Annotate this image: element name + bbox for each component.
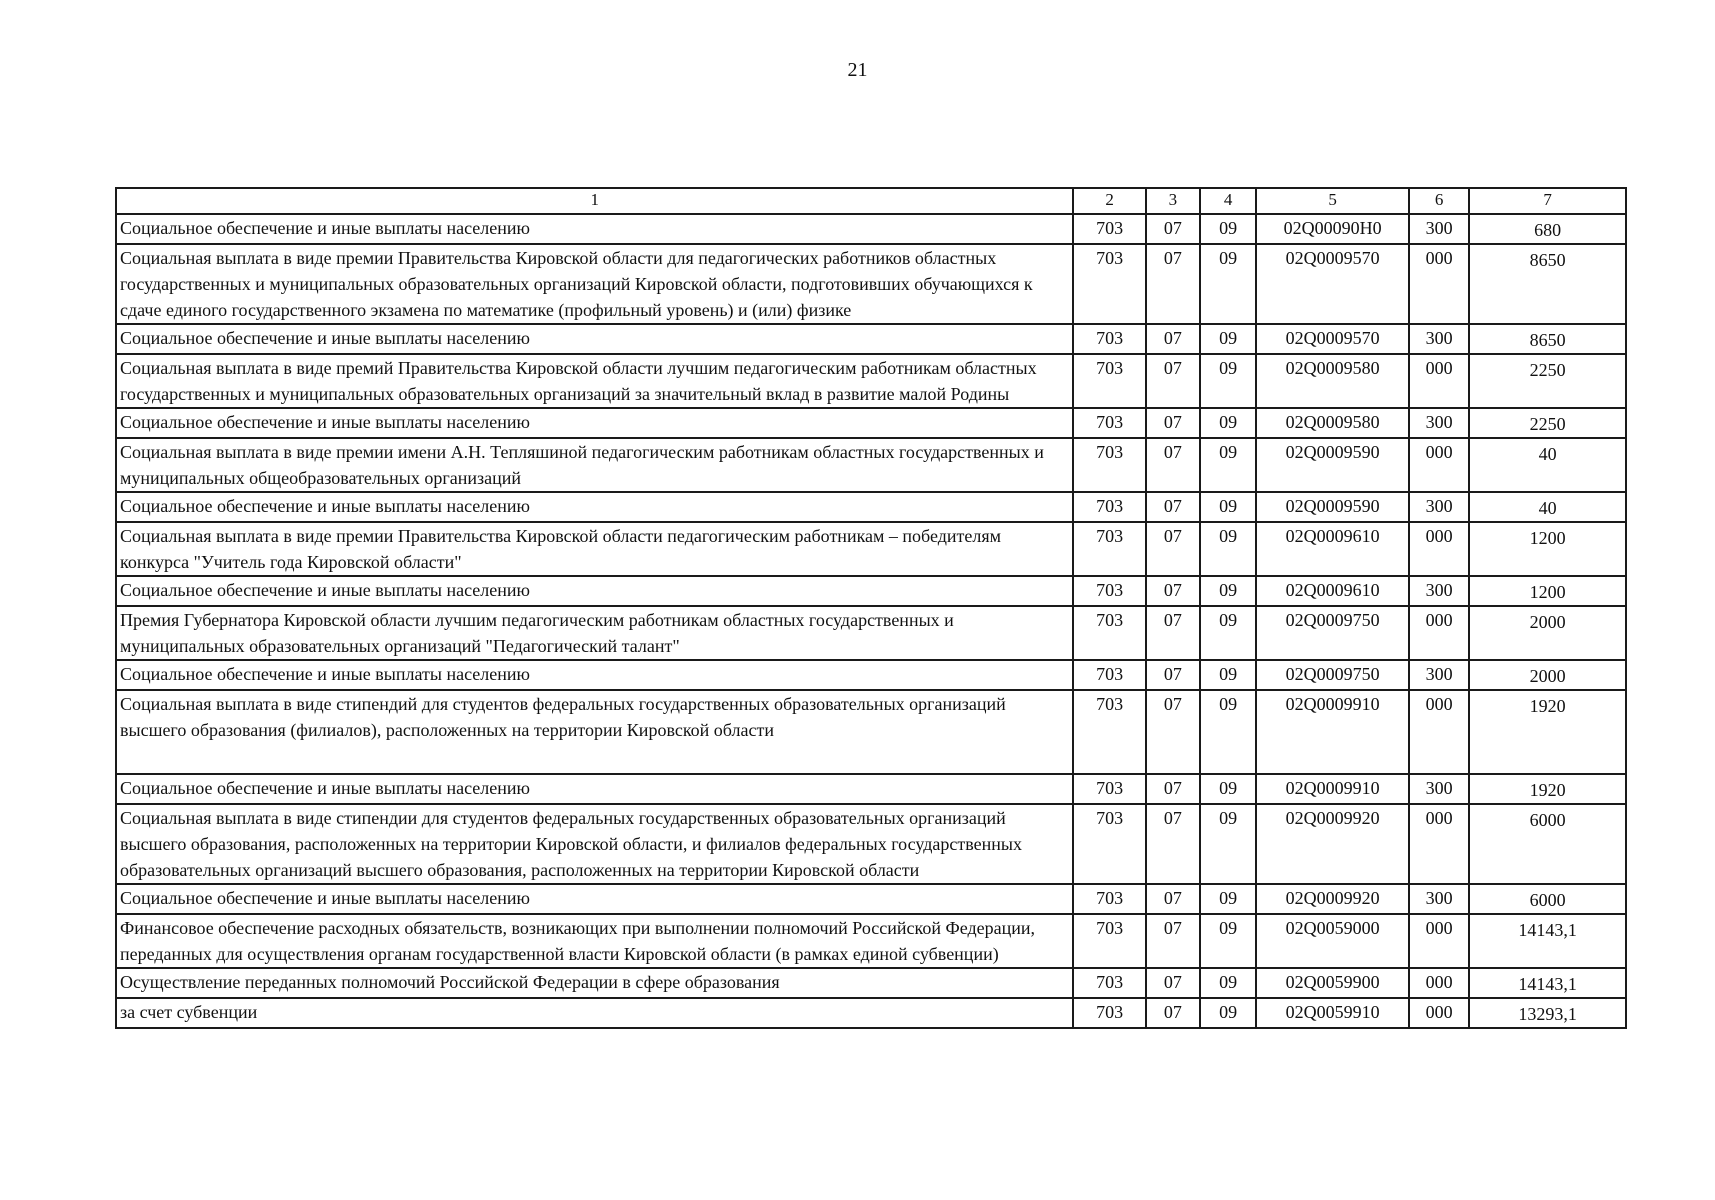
row-col4-cell: 09 [1200, 884, 1256, 914]
row-col2-cell: 703 [1073, 998, 1145, 1028]
row-col5-cell: 02Q0009750 [1256, 660, 1409, 690]
header-cell-6: 6 [1409, 188, 1469, 214]
header-cell-5: 5 [1256, 188, 1409, 214]
row-name-cell: Социальное обеспечение и иные выплаты населению [116, 774, 1073, 804]
row-col4-cell: 09 [1200, 606, 1256, 660]
row-col5-cell: 02Q0009590 [1256, 438, 1409, 492]
table-row [116, 606, 1626, 660]
row-col4-cell: 09 [1200, 804, 1256, 884]
row-col2-cell: 703 [1073, 774, 1145, 804]
row-col7-cell: 8650 [1469, 244, 1626, 324]
row-col5-cell: 02Q0009920 [1256, 884, 1409, 914]
row-col7-cell: 8650 [1469, 324, 1626, 354]
row-col4-cell: 09 [1200, 438, 1256, 492]
row-col4-cell: 09 [1200, 690, 1256, 774]
row-col5-cell: 02Q0059000 [1256, 914, 1409, 968]
row-col3-cell: 07 [1146, 774, 1200, 804]
row-col4-cell: 09 [1200, 324, 1256, 354]
table-row [116, 522, 1626, 576]
row-col5-cell: 02Q0009610 [1256, 576, 1409, 606]
row-col5-cell: 02Q00090H0 [1256, 214, 1409, 244]
row-name-cell: Финансовое обеспечение расходных обязательств, возникающих при выполнении полномочий Российской Федерации, переданных для осуществления органам государственной власти Кировской области (в рамках единой субвенции) [116, 914, 1073, 968]
table-row [116, 998, 1626, 1028]
row-col5-cell: 02Q0009590 [1256, 492, 1409, 522]
row-col2-cell: 703 [1073, 324, 1145, 354]
row-col7-cell: 1200 [1469, 576, 1626, 606]
row-col6-cell: 000 [1409, 804, 1469, 884]
row-col3-cell: 07 [1146, 214, 1200, 244]
row-col6-cell: 300 [1409, 660, 1469, 690]
row-col5-cell: 02Q0009920 [1256, 804, 1409, 884]
row-col3-cell: 07 [1146, 968, 1200, 998]
row-col4-cell: 09 [1200, 914, 1256, 968]
row-col5-cell: 02Q0009910 [1256, 690, 1409, 774]
row-col2-cell: 703 [1073, 408, 1145, 438]
row-col7-cell: 40 [1469, 438, 1626, 492]
table-row [116, 804, 1626, 884]
table-row [116, 914, 1626, 968]
row-col3-cell: 07 [1146, 324, 1200, 354]
table-row [116, 438, 1626, 492]
row-col4-cell: 09 [1200, 214, 1256, 244]
row-col3-cell: 07 [1146, 492, 1200, 522]
row-col7-cell: 2000 [1469, 606, 1626, 660]
row-col6-cell: 300 [1409, 324, 1469, 354]
row-col3-cell: 07 [1146, 660, 1200, 690]
row-col4-cell: 09 [1200, 408, 1256, 438]
budget-table [115, 187, 1627, 1029]
row-name-cell: Социальное обеспечение и иные выплаты населению [116, 576, 1073, 606]
row-col3-cell: 07 [1146, 408, 1200, 438]
page-number: 21 [847, 59, 868, 81]
table-row [116, 408, 1626, 438]
row-col4-cell: 09 [1200, 998, 1256, 1028]
row-col4-cell: 09 [1200, 522, 1256, 576]
row-col6-cell: 000 [1409, 522, 1469, 576]
row-col3-cell: 07 [1146, 522, 1200, 576]
table-row [116, 576, 1626, 606]
table-row [116, 884, 1626, 914]
header-cell-2: 2 [1073, 188, 1145, 214]
table-row [116, 690, 1626, 774]
row-col6-cell: 300 [1409, 408, 1469, 438]
table-row [116, 214, 1626, 244]
row-col7-cell: 1920 [1469, 690, 1626, 774]
row-col2-cell: 703 [1073, 354, 1145, 408]
row-col2-cell: 703 [1073, 968, 1145, 998]
row-col7-cell: 2250 [1469, 408, 1626, 438]
row-col5-cell: 02Q0009910 [1256, 774, 1409, 804]
table-row [116, 244, 1626, 324]
row-col3-cell: 07 [1146, 606, 1200, 660]
row-col4-cell: 09 [1200, 354, 1256, 408]
row-col7-cell: 6000 [1469, 804, 1626, 884]
row-col6-cell: 000 [1409, 438, 1469, 492]
row-name-cell: Социальное обеспечение и иные выплаты населению [116, 408, 1073, 438]
header-cell-4: 4 [1200, 188, 1256, 214]
row-col4-cell: 09 [1200, 492, 1256, 522]
header-cell-3: 3 [1146, 188, 1200, 214]
row-col2-cell: 703 [1073, 804, 1145, 884]
row-col3-cell: 07 [1146, 998, 1200, 1028]
row-col6-cell: 000 [1409, 998, 1469, 1028]
row-col6-cell: 000 [1409, 914, 1469, 968]
row-col6-cell: 300 [1409, 884, 1469, 914]
row-col7-cell: 1920 [1469, 774, 1626, 804]
row-col4-cell: 09 [1200, 968, 1256, 998]
row-col2-cell: 703 [1073, 244, 1145, 324]
row-name-cell: Социальная выплата в виде стипендии для студентов федеральных государственных образовательных организаций высшего образования, расположенных на территории Кировской области, и филиалов федеральных государственных образовательных организаций высшего образования, расположенных на территории Кировской области [116, 804, 1073, 884]
row-col2-cell: 703 [1073, 492, 1145, 522]
row-col3-cell: 07 [1146, 244, 1200, 324]
row-col6-cell: 300 [1409, 214, 1469, 244]
row-col7-cell: 6000 [1469, 884, 1626, 914]
row-name-cell: Социальная выплата в виде премии Правительства Кировской области педагогическим работникам – победителям конкурса "Учитель года Кировской области" [116, 522, 1073, 576]
row-col7-cell: 2000 [1469, 660, 1626, 690]
row-col6-cell: 000 [1409, 606, 1469, 660]
row-col7-cell: 40 [1469, 492, 1626, 522]
row-col4-cell: 09 [1200, 660, 1256, 690]
row-col6-cell: 300 [1409, 576, 1469, 606]
row-col5-cell: 02Q0009570 [1256, 324, 1409, 354]
row-col7-cell: 13293,1 [1469, 998, 1626, 1028]
row-col3-cell: 07 [1146, 576, 1200, 606]
table-row [116, 968, 1626, 998]
row-col5-cell: 02Q0009610 [1256, 522, 1409, 576]
row-col2-cell: 703 [1073, 884, 1145, 914]
table-row [116, 660, 1626, 690]
row-col6-cell: 000 [1409, 968, 1469, 998]
row-col4-cell: 09 [1200, 774, 1256, 804]
row-col4-cell: 09 [1200, 576, 1256, 606]
table-row [116, 354, 1626, 408]
row-col7-cell: 1200 [1469, 522, 1626, 576]
row-col4-cell: 09 [1200, 244, 1256, 324]
row-name-cell: Социальное обеспечение и иные выплаты населению [116, 214, 1073, 244]
row-col2-cell: 703 [1073, 522, 1145, 576]
row-name-cell: Премия Губернатора Кировской области лучшим педагогическим работникам областных государственных и муниципальных образовательных организаций "Педагогический талант" [116, 606, 1073, 660]
row-col6-cell: 300 [1409, 492, 1469, 522]
row-name-cell: Социальная выплата в виде премии имени А.Н. Тепляшиной педагогическим работникам областных государственных и муниципальных общеобразовательных организаций [116, 438, 1073, 492]
header-cell-7: 7 [1469, 188, 1626, 214]
row-col2-cell: 703 [1073, 214, 1145, 244]
row-col2-cell: 703 [1073, 914, 1145, 968]
row-col5-cell: 02Q0009750 [1256, 606, 1409, 660]
row-col2-cell: 703 [1073, 438, 1145, 492]
row-col6-cell: 000 [1409, 244, 1469, 324]
row-col7-cell: 14143,1 [1469, 914, 1626, 968]
row-name-cell: Социальная выплата в виде стипендий для студентов федеральных государственных образовательных организаций высшего образования (филиалов), расположенных на территории Кировской области [116, 690, 1073, 774]
row-col3-cell: 07 [1146, 804, 1200, 884]
row-name-cell: Социальное обеспечение и иные выплаты населению [116, 660, 1073, 690]
table-row [116, 492, 1626, 522]
row-col7-cell: 680 [1469, 214, 1626, 244]
row-col6-cell: 000 [1409, 354, 1469, 408]
row-name-cell: Социальное обеспечение и иные выплаты населению [116, 492, 1073, 522]
row-name-cell: Социальная выплата в виде премий Правительства Кировской области лучшим педагогическим работникам областных государственных и муниципальных образовательных организаций за значительный вклад в развитие малой Родины [116, 354, 1073, 408]
table-header-row [116, 188, 1626, 214]
row-col6-cell: 300 [1409, 774, 1469, 804]
row-col5-cell: 02Q0009580 [1256, 354, 1409, 408]
row-col2-cell: 703 [1073, 690, 1145, 774]
row-col3-cell: 07 [1146, 884, 1200, 914]
row-col2-cell: 703 [1073, 576, 1145, 606]
row-col3-cell: 07 [1146, 914, 1200, 968]
row-col5-cell: 02Q0009580 [1256, 408, 1409, 438]
row-name-cell: Социальное обеспечение и иные выплаты населению [116, 884, 1073, 914]
row-col3-cell: 07 [1146, 690, 1200, 774]
row-col7-cell: 14143,1 [1469, 968, 1626, 998]
row-col5-cell: 02Q0059900 [1256, 968, 1409, 998]
row-name-cell: Осуществление переданных полномочий Российской Федерации в сфере образования [116, 968, 1073, 998]
row-col3-cell: 07 [1146, 438, 1200, 492]
row-name-cell: Социальная выплата в виде премии Правительства Кировской области для педагогических работников областных государственных и муниципальных образовательных организаций Кировской области, подготовивших обучающихся к сдаче единого государственного экзамена по математике (профильный уровень) и (или) физике [116, 244, 1073, 324]
row-col7-cell: 2250 [1469, 354, 1626, 408]
row-col2-cell: 703 [1073, 606, 1145, 660]
row-col5-cell: 02Q0059910 [1256, 998, 1409, 1028]
row-col2-cell: 703 [1073, 660, 1145, 690]
row-name-cell: за счет субвенции [116, 998, 1073, 1028]
row-col6-cell: 000 [1409, 690, 1469, 774]
row-col3-cell: 07 [1146, 354, 1200, 408]
table-row [116, 324, 1626, 354]
row-name-cell: Социальное обеспечение и иные выплаты населению [116, 324, 1073, 354]
row-col5-cell: 02Q0009570 [1256, 244, 1409, 324]
header-cell-1: 1 [116, 188, 1073, 214]
table-row [116, 774, 1626, 804]
